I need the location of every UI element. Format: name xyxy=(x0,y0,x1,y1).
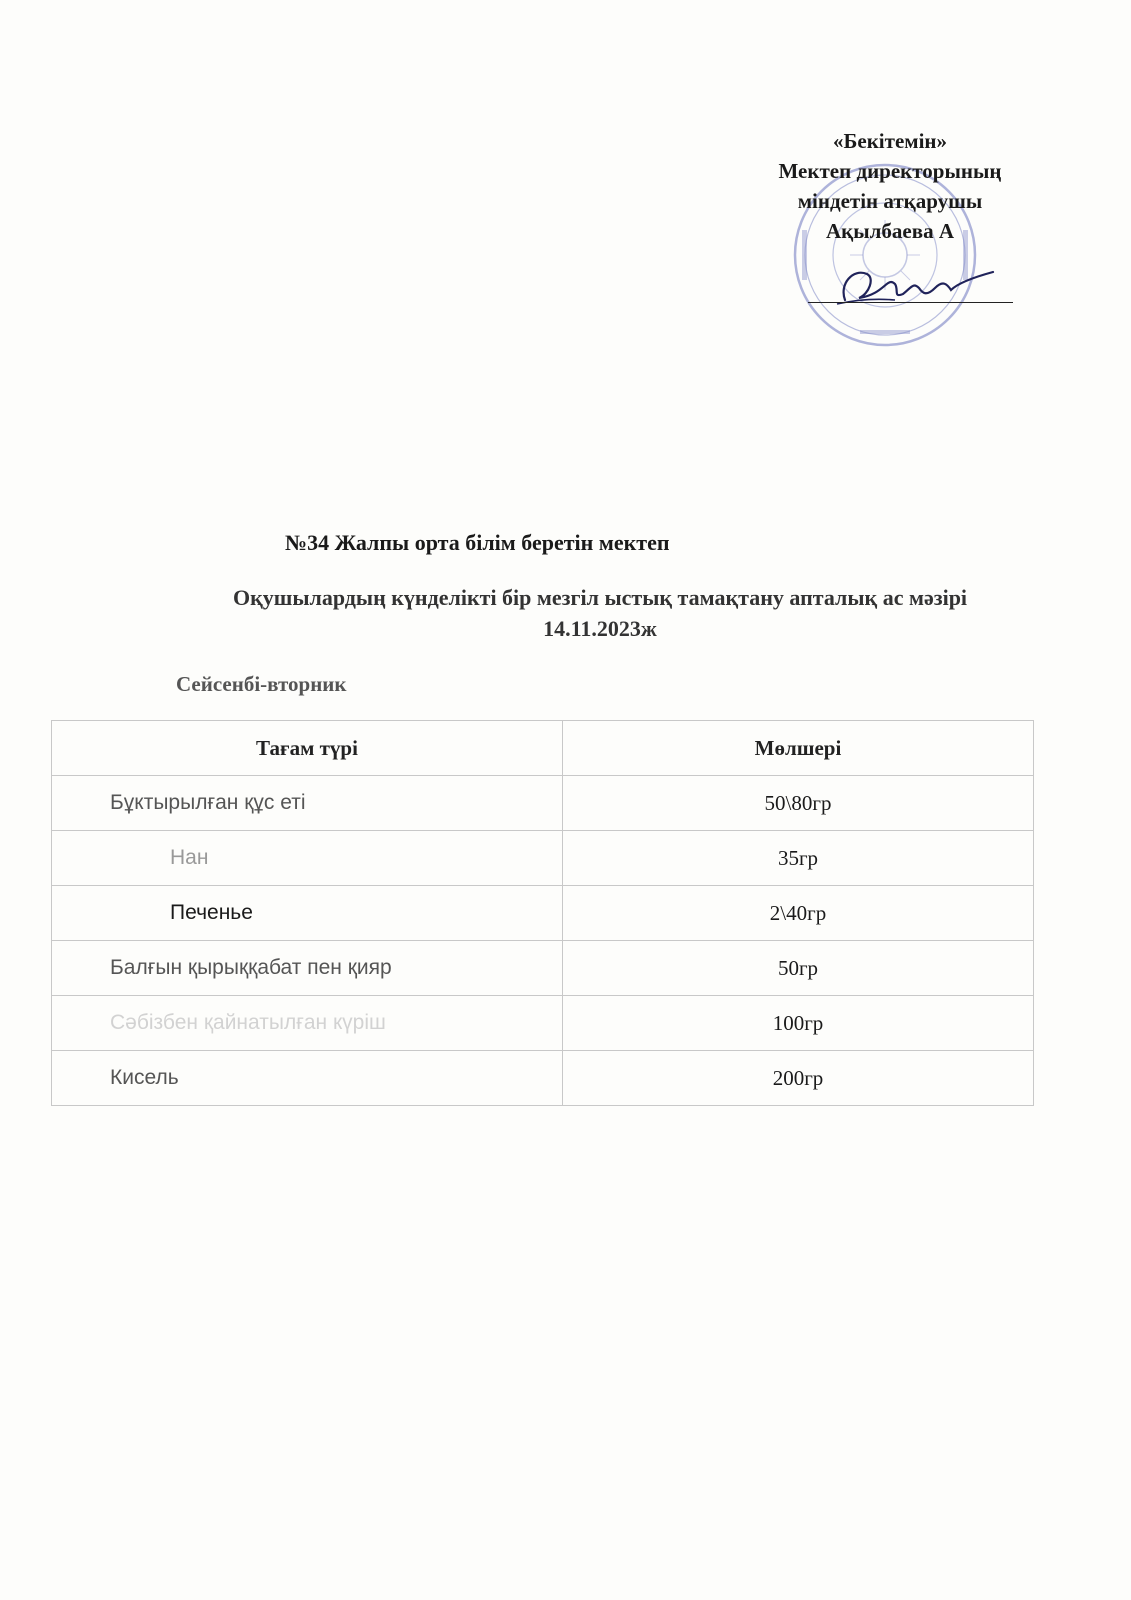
approval-line-3: міндетін атқарушы xyxy=(797,189,983,213)
food-quantity: 50\80гр xyxy=(563,776,1034,831)
table-header-row xyxy=(52,721,1034,776)
table-row xyxy=(52,831,1034,886)
menu-title-block xyxy=(100,582,1100,644)
table-row xyxy=(52,1051,1034,1106)
approval-line-1: «Бекітемін» xyxy=(832,129,947,153)
food-name: Бұктырылған құс еті xyxy=(52,776,563,831)
approval-line-2: Мектеп директорының xyxy=(778,159,1002,183)
food-name: Балғын қырыққабат пен қияр xyxy=(52,941,563,996)
food-quantity: 2\40гр xyxy=(563,886,1034,941)
table-row xyxy=(52,776,1034,831)
food-name: Нан xyxy=(52,831,563,886)
food-name: Печенье xyxy=(52,886,563,941)
menu-title: Оқушылардың күнделікті бір мезгіл ыстық тамақтану апталық ас мәзірі xyxy=(232,585,968,610)
signature-icon xyxy=(815,254,1005,314)
menu-date: 14.11.2023ж xyxy=(543,616,657,641)
day-label: Сейсенбі-вторник xyxy=(176,672,347,696)
school-name: №34 Жалпы орта білім беретін мектеп xyxy=(285,530,670,555)
food-name: Кисель xyxy=(52,1051,563,1106)
signature-line xyxy=(808,302,1013,303)
table-row xyxy=(52,996,1034,1051)
approval-line-4: Ақылбаева А xyxy=(825,219,955,243)
food-name: Сәбізбен қайнатылған күріш xyxy=(52,996,563,1051)
food-quantity: 200гр xyxy=(563,1051,1034,1106)
column-header-quantity: Мөлшері xyxy=(563,721,1034,776)
column-header-food: Тағам түрі xyxy=(52,721,563,776)
table-row xyxy=(52,941,1034,996)
menu-table xyxy=(51,720,1034,1106)
table-row xyxy=(52,886,1034,941)
approval-block xyxy=(740,126,1040,246)
food-quantity: 35гр xyxy=(563,831,1034,886)
food-quantity: 50гр xyxy=(563,941,1034,996)
food-quantity: 100гр xyxy=(563,996,1034,1051)
